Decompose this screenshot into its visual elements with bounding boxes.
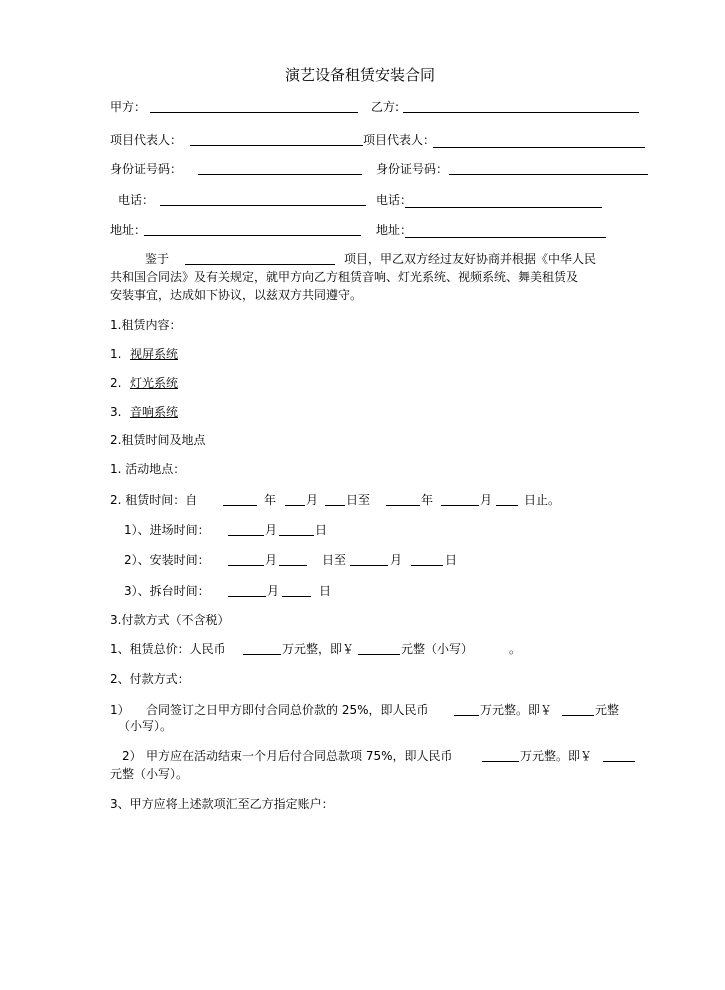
day1-label: 日至: [346, 493, 371, 507]
year1-label: 年: [264, 493, 277, 507]
id-b-label: 身份证号码：: [376, 162, 449, 176]
p1-end: 元整: [595, 703, 620, 717]
install-month1-blank[interactable]: [228, 565, 264, 566]
addr-b-blank[interactable]: [405, 237, 606, 238]
year1-blank[interactable]: [223, 505, 257, 506]
intro-prefix: 鉴于: [145, 252, 170, 266]
p2-text: 甲方应在活动结束一个月后付合同总款项 75%，即人民币: [146, 749, 453, 763]
list-item-text: 视屏系统: [130, 347, 179, 361]
addr-b-label: 地址：: [376, 223, 413, 237]
install-dayto-label: 日至: [322, 553, 347, 567]
month1-label: 月: [306, 493, 319, 507]
id-a-label: 身份证号码：: [110, 162, 183, 176]
entry-month-label: 月: [265, 523, 278, 537]
install-day2-blank[interactable]: [411, 565, 443, 566]
id-a-blank[interactable]: [198, 174, 362, 175]
p2-mid: 万元整。即￥: [520, 749, 593, 763]
period-label: 2. 租赁时间：自: [110, 493, 198, 507]
p1-line2: （小写）。: [118, 719, 173, 733]
dismantle-month-blank[interactable]: [228, 596, 266, 597]
total-dot: 。: [509, 642, 522, 656]
party-a-blank[interactable]: [150, 112, 358, 113]
total-label: 1、租赁总价：人民币: [110, 642, 226, 656]
dismantle-day-blank[interactable]: [282, 596, 311, 597]
method-heading: 2、付款方式：: [110, 672, 190, 686]
entry-day-label: 日: [315, 523, 328, 537]
section2-heading: 2.租赁时间及地点: [110, 433, 206, 447]
rep-a-blank[interactable]: [190, 145, 363, 146]
party-b-blank[interactable]: [403, 112, 639, 113]
entry-day-blank[interactable]: [279, 535, 314, 536]
entry-month-blank[interactable]: [228, 535, 264, 536]
id-b-blank[interactable]: [449, 174, 648, 175]
p1-num: 1）: [110, 703, 130, 717]
list-item-num: 2.: [110, 376, 122, 390]
year2-label: 年: [421, 493, 434, 507]
phone-a-label: 电话：: [118, 193, 155, 207]
total-mid-label: 万元整，即￥: [282, 642, 355, 656]
month1-blank[interactable]: [285, 505, 305, 506]
intro-line3: 安装事宜，达成如下协议，以兹双方共同遵守。: [110, 288, 363, 302]
install-month2-blank[interactable]: [350, 565, 388, 566]
dismantle-label: 3）、拆台时间：: [124, 584, 210, 598]
rep-b-label: 项目代表人：: [363, 133, 436, 147]
p1-text: 合同签订之日甲方即付合同总价款的 25%，即人民币: [146, 703, 429, 717]
addr-a-label: 地址：: [110, 223, 147, 237]
party-b-label: 乙方:: [371, 100, 400, 114]
p2-num: 2）: [122, 749, 142, 763]
list-item-text: 灯光系统: [130, 376, 179, 390]
page-title: 演艺设备租赁安装合同: [285, 66, 436, 84]
addr-a-blank[interactable]: [144, 235, 361, 236]
rep-b-blank[interactable]: [433, 147, 645, 148]
intro-line2: 共和国合同法》及有关规定，就甲方向乙方租赁音响、灯光系统、视频系统、舞美租赁及: [110, 270, 579, 284]
p1-yuan-blank[interactable]: [562, 715, 594, 716]
install-day1-blank[interactable]: [279, 565, 307, 566]
location-label: 1. 活动地点：: [110, 462, 186, 476]
install-day-label: 日: [445, 553, 458, 567]
p2-yuan-blank[interactable]: [603, 761, 635, 762]
phone-b-blank[interactable]: [405, 207, 602, 208]
day2-blank[interactable]: [496, 505, 518, 506]
intro-line1: 项目，甲乙双方经过友好协商并根据《中华人民: [344, 252, 597, 266]
p2-wan-blank[interactable]: [482, 761, 519, 762]
p2-line2: 元整（小写）。: [110, 767, 189, 781]
section1-heading: 1.租赁内容：: [110, 318, 182, 332]
total-yuan-blank[interactable]: [358, 654, 400, 655]
total-end-label: 元整（小写）: [401, 642, 474, 656]
dismantle-month-label: 月: [267, 584, 280, 598]
party-a-label: 甲方：: [110, 100, 147, 114]
phone-a-blank[interactable]: [160, 205, 366, 206]
install-label: 2）、安装时间：: [124, 553, 210, 567]
phone-b-label: 电话：: [376, 193, 413, 207]
day1-blank[interactable]: [325, 505, 345, 506]
day2-label: 日止。: [524, 493, 561, 507]
p3-text: 3、甲方应将上述款项汇至乙方指定账户：: [110, 797, 334, 811]
p1-mid: 万元整。即￥: [480, 703, 553, 717]
list-item-num: 3.: [110, 405, 122, 419]
dismantle-day-label: 日: [319, 584, 332, 598]
p1-wan-blank[interactable]: [454, 715, 479, 716]
rep-a-label: 项目代表人：: [110, 133, 183, 147]
month2-blank[interactable]: [441, 505, 479, 506]
section3-heading: 3.付款方式（不含税）: [110, 613, 230, 627]
list-item-text: 音响系统: [130, 405, 179, 419]
month2-label: 月: [480, 493, 493, 507]
entry-label: 1）、进场时间：: [124, 523, 210, 537]
install-month1-label: 月: [265, 553, 278, 567]
total-wan-blank[interactable]: [243, 654, 281, 655]
year2-blank[interactable]: [386, 505, 420, 506]
project-name-blank[interactable]: [185, 264, 335, 265]
list-item-num: 1.: [110, 347, 122, 361]
install-month2-label: 月: [390, 553, 403, 567]
